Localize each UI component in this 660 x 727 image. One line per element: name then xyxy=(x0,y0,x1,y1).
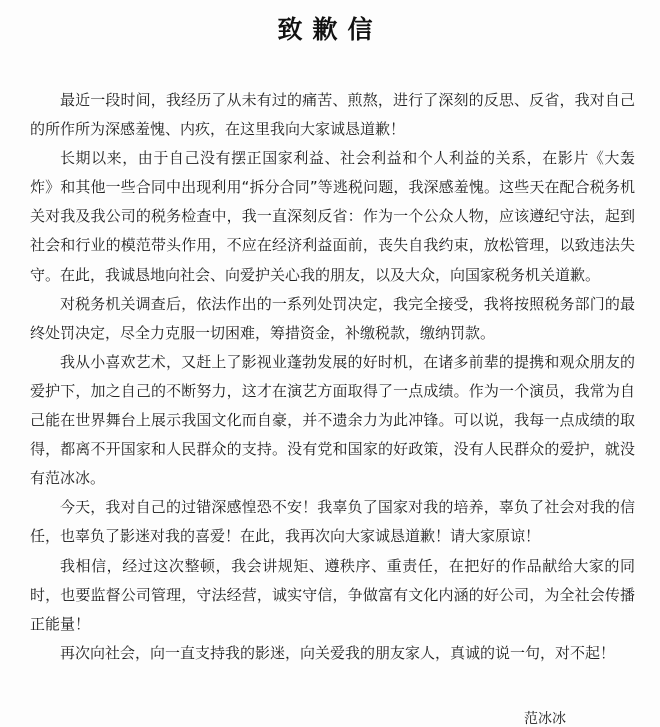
letter-title: 致歉信 xyxy=(277,15,383,44)
paragraph-accept-penalty: 对税务机关调查后，依法作出的一系列处罚决定，我完全接受，我将按照税务部门的最终处罚决定，尽全力克服一切困难，筹措资金，补缴税款，缴纳罚款。 xyxy=(30,294,635,342)
paragraph-remorse: 今天，我对自己的过错深感惶恐不安！我辜负了国家对我的培养，辜负了社会对我的信任，也辜负了影迷对我的喜爱！在此，我再次向大家诚恳道歉！请大家原谅！ xyxy=(30,498,635,546)
paragraph-career: 我从小喜欢艺术，又赶上了影视业蓬勃发展的好时机，在诸多前辈的提携和观众朋友的爱护下，加之自己的不断努力，这才在演艺方面取得了一点成绩。作为一个演员，我常为自己能在世界舞台上展示我国文化而自豪，并不遗余力为此冲锋。可以说，我每一点成绩的取得，都离不开国家和人民群众的支持。没有党和国家的好政策，没有人民群众的爱护，就没有范冰冰。 xyxy=(30,352,635,488)
paragraph-commitment: 我相信，经过这次整顿，我会讲规矩、遵秩序、重责任，在把好的作品献给大家的同时，也要监督公司管理，守法经营，诚实守信，争做富有文化内涵的好公司，为全社会传播正能量！ xyxy=(30,556,635,633)
paragraph-closing: 再次向社会，向一直支持我的影迷，向关爱我的朋友家人，真诚的说一句，对不起！ xyxy=(60,643,616,662)
signature: 范冰冰 xyxy=(524,711,566,727)
paragraph-tax-issue: 长期以来，由于自己没有摆正国家利益、社会利益和个人利益的关系，在影片《大轰炸》和其他一些合同中出现利用“拆分合同”等逃税问题，我深感羞愧。这些天在配合税务机关对我及我公司的税务检查中，我一直深刻反省：作为一个公众人物，应该遵纪守法，起到社会和行业的模范带头作用，不应在经济利益面前，丧失自我约束，放松管理，以致违法失守。在此，我诚恳地向社会、向爱护关心我的朋友，以及大众，向国家税务机关道歉。 xyxy=(30,149,635,284)
letter-body xyxy=(30,86,635,668)
paragraph-apology-intro: 最近一段时间，我经历了从未有过的痛苦、煎熬，进行了深刻的反思、反省，我对自己的所作所为深感羞愧、内疚，在这里我向大家诚恳道歉！ xyxy=(30,91,635,139)
